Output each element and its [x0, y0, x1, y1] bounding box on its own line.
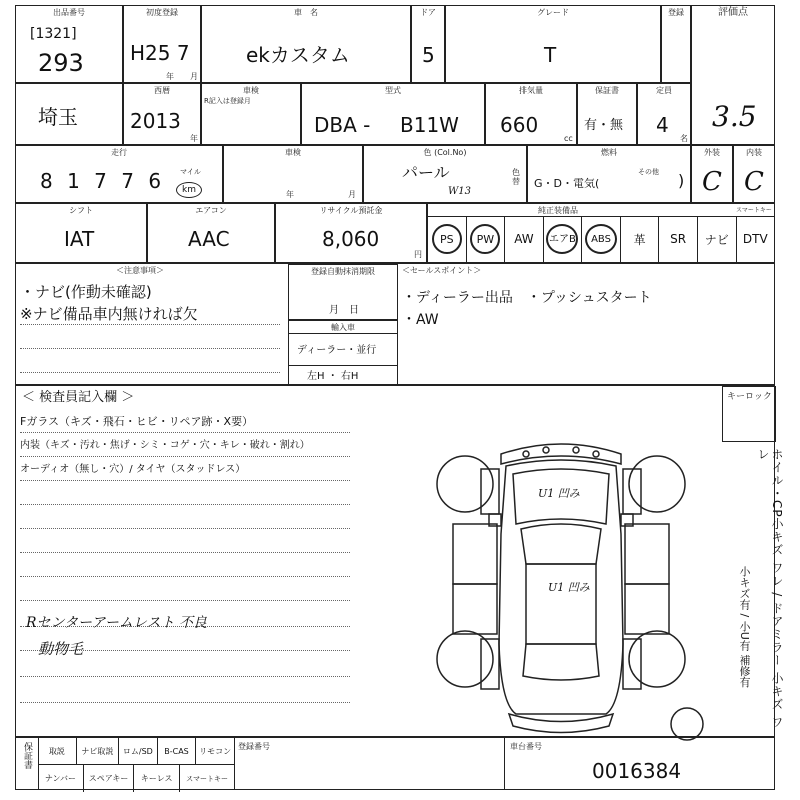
- model-year-cell: [123, 83, 201, 145]
- capacity-value: 4: [656, 113, 669, 137]
- footer-accessories: [38, 738, 234, 791]
- inspector-area: [15, 385, 784, 737]
- acc-manual: 取説: [38, 738, 77, 764]
- lot-number: 293: [38, 49, 84, 77]
- acc-spare-key: スペアキー: [84, 765, 134, 792]
- vin-label: 車台番号: [510, 742, 542, 751]
- footer-side-label: 保証書: [22, 742, 32, 769]
- warranty-label: 保証書: [595, 86, 619, 95]
- fuel-label: 燃料: [601, 148, 617, 157]
- interior-grade: C: [744, 167, 764, 197]
- equip-aw: AW: [505, 216, 544, 262]
- grade-cell: [445, 5, 661, 83]
- diagram-note-roof: U1 凹み: [548, 581, 590, 594]
- registration-cell: [661, 5, 691, 83]
- registration-deadline-box: [288, 264, 398, 320]
- smart-key-label: スマートキー: [736, 207, 772, 214]
- recycle-cell: [275, 203, 427, 263]
- equip-navi: ナビ: [698, 216, 737, 262]
- acc-number-plate: ナンバー: [38, 765, 84, 792]
- interior-label: 内装: [746, 148, 762, 157]
- inspection-label: 車検: [243, 86, 259, 95]
- equip-ps: PS: [428, 216, 467, 262]
- handwritten-note-1: Rセンターアームレスト 不良: [26, 615, 207, 631]
- interior-cell: [733, 145, 775, 203]
- car-name-label: 車 名: [294, 8, 318, 17]
- lot-number-label: 出品番号: [53, 8, 85, 17]
- model-type-code: B11W: [400, 113, 459, 137]
- attention-label: ＜注意事項＞: [116, 266, 164, 275]
- equip-airbag: エアB: [544, 216, 583, 262]
- import-value: ディーラー・並行: [297, 345, 377, 356]
- grade-label: グレード: [537, 8, 569, 17]
- inspector-line-audio: オーディオ（無し・穴）/ タイヤ（スタッドレス）: [20, 464, 246, 475]
- registration-number-label: 登録番号: [238, 742, 270, 751]
- inspector-title: ＜ 検査員記入欄 ＞: [22, 390, 135, 405]
- registration-year-unit: 年: [286, 190, 294, 199]
- model-year-unit: 年: [190, 134, 198, 143]
- doors-cell: [411, 5, 445, 83]
- model-type-label: 型式: [385, 86, 401, 95]
- shift-label: シフト: [69, 206, 93, 215]
- first-registration-label: 初度登録: [146, 8, 178, 17]
- fuel-cell: [527, 145, 691, 203]
- prefecture-cell: [15, 83, 123, 145]
- inspector-line-glass: Fガラス（キズ・飛石・ヒビ・リペア跡・X要）: [20, 415, 254, 428]
- evaluation-cell: [691, 5, 775, 145]
- keylock-box: [722, 386, 776, 442]
- equip-dtv: DTV: [742, 232, 768, 246]
- mile-label: マイル: [180, 168, 201, 176]
- handle-side: 左H ・ 右H: [307, 371, 359, 382]
- registration-month-unit: 月: [348, 190, 356, 199]
- first-registration-value: H25 7: [130, 41, 190, 65]
- equip-leather: 革: [621, 216, 660, 262]
- auction-sheet: [15, 5, 784, 790]
- model-year-label: 西暦: [154, 86, 170, 95]
- model-type-cell: [301, 83, 485, 145]
- recycle-label: リサイクル預託金: [319, 206, 383, 215]
- exterior-grade: C: [702, 167, 722, 197]
- aircon-label: エアコン: [195, 206, 227, 215]
- side-note-repair: 小キズ有 / 小U有 補修有: [738, 566, 751, 688]
- acc-remote: リモコン: [199, 746, 232, 756]
- capacity-cell: [637, 83, 691, 145]
- car-name-cell: [201, 5, 411, 83]
- exterior-cell: [691, 145, 733, 203]
- diagram-note-hood: U1 凹み: [538, 487, 580, 500]
- registration-type-cell: [223, 145, 363, 203]
- cc-unit: cc: [564, 134, 573, 143]
- month-unit: 月: [190, 72, 198, 81]
- fuel-other-label: その他: [638, 168, 659, 176]
- handwritten-note-2: 動物毛: [38, 640, 84, 658]
- equip-pw: PW: [467, 216, 506, 262]
- sales-point-label: ＜セールスポイント＞: [402, 266, 482, 275]
- doors-label: ドア: [420, 8, 436, 17]
- vin-value: 0016384: [592, 759, 682, 783]
- registration-deadline-date: 月 日: [329, 305, 359, 316]
- color-value: パール: [402, 163, 450, 182]
- warranty-cell: [577, 83, 637, 145]
- inspection-note: R記入は登録月: [204, 97, 251, 105]
- exterior-label: 外装: [704, 148, 720, 157]
- footer-area: [15, 737, 775, 790]
- model-year: 2013: [130, 109, 181, 133]
- evaluation-label: 評価点: [718, 7, 748, 18]
- equipment-list: [428, 216, 774, 262]
- model-type-prefix: DBA -: [314, 113, 371, 137]
- doors-value: 5: [422, 43, 435, 67]
- color-cell: [363, 145, 527, 203]
- capacity-label: 定員: [656, 86, 672, 95]
- import-label: 輸入車: [331, 323, 355, 332]
- notes-area: [15, 263, 775, 385]
- acc-rom-sd: ロム/SD: [119, 738, 158, 764]
- recycle-value: 8,060: [322, 227, 380, 251]
- registration-type-label: 車検: [285, 148, 301, 157]
- prefecture: 埼玉: [38, 105, 78, 129]
- car-name: ekカスタム: [246, 43, 350, 67]
- mileage-label: 走行: [111, 148, 127, 157]
- equip-abs: ABS: [582, 216, 621, 262]
- color-change-label: 色替: [512, 168, 520, 186]
- keylock-label: キーロック: [727, 392, 772, 402]
- sales-line-1: ・ディーラー出品 ・プッシュスタート: [402, 290, 652, 306]
- import-box: [288, 320, 398, 386]
- yen-unit: 円: [414, 250, 422, 259]
- acc-smart-key: スマートキー: [186, 774, 229, 783]
- equipment-label: 純正装備品: [538, 206, 578, 215]
- mileage-cell: [15, 145, 223, 203]
- attention-line-1: ・ナビ(作動未確認): [20, 283, 152, 301]
- aircon-value: AAC: [188, 227, 230, 251]
- equipment-cell: [427, 203, 775, 263]
- grade-value: T: [544, 43, 557, 67]
- fuel-close-paren: ): [678, 171, 685, 190]
- shift-cell: [15, 203, 147, 263]
- color-code: W13: [448, 186, 472, 197]
- km-unit: km: [176, 182, 202, 198]
- equip-sunroof: SR: [659, 216, 698, 262]
- inspection-cell: [201, 83, 301, 145]
- shift-value: IAT: [64, 227, 95, 251]
- sales-line-2: ・AW: [402, 312, 439, 328]
- year-unit: 年: [166, 72, 174, 81]
- acc-navi-manual: ナビ取説: [77, 738, 119, 764]
- fuel-value: G・D・電気(: [534, 177, 600, 190]
- evaluation-score: 3.5: [712, 100, 757, 133]
- lot-number-cell: [15, 5, 123, 83]
- registration-deadline-label: 登録自動抹消期限: [311, 267, 375, 276]
- displacement-label: 排気量: [519, 86, 543, 95]
- attention-line-2: ※ナビ備品車内無ければ欠: [20, 305, 198, 323]
- mileage-value: 8 1 7 7 6: [40, 169, 166, 193]
- aircon-cell: [147, 203, 275, 263]
- warranty-value: 有・無: [584, 118, 624, 133]
- acc-keyless: キーレス: [134, 765, 180, 792]
- displacement-cell: [485, 83, 577, 145]
- color-label: 色 (Col.No): [423, 148, 467, 157]
- capacity-unit: 名: [680, 134, 688, 143]
- lot-sub-number: [1321]: [30, 26, 77, 42]
- car-diagram: [431, 414, 691, 744]
- registration-label: 登録: [668, 8, 684, 17]
- acc-bcas: B-CAS: [158, 738, 197, 764]
- side-note-wheel-mirror: ホイル・CP小キズ ワレ / ドアミラー 小キズ ワレ: [756, 448, 784, 729]
- displacement-value: 660: [500, 113, 539, 137]
- first-registration-cell: [123, 5, 201, 83]
- inspector-line-interior: 内装（キズ・汚れ・焦げ・シミ・コゲ・穴・キレ・破れ・割れ）: [20, 440, 310, 451]
